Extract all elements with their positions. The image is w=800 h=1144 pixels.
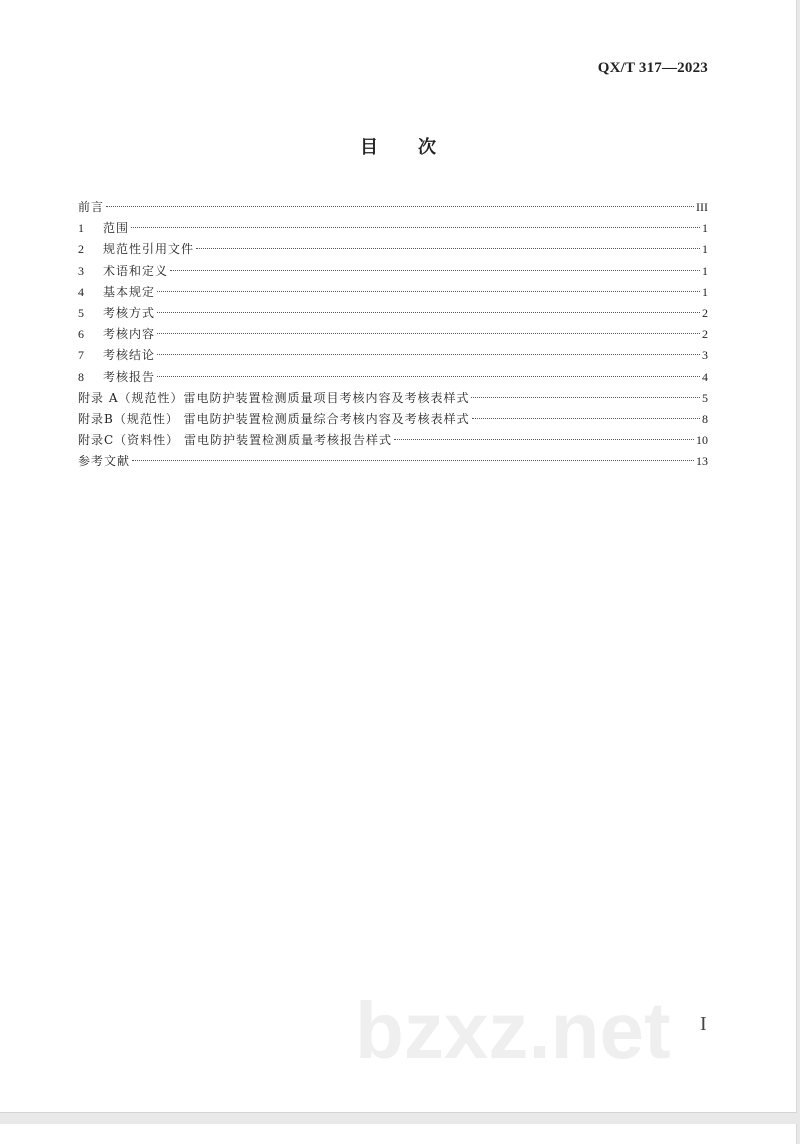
dot-leader [157, 312, 700, 313]
toc-entry[interactable] [78, 218, 708, 239]
dot-leader [132, 460, 694, 461]
toc-entry[interactable] [78, 282, 708, 303]
dot-leader [106, 206, 694, 207]
toc-entry-page: 8 [702, 411, 708, 426]
dot-leader [157, 354, 700, 355]
standard-number: QX/T 317—2023 [597, 60, 708, 76]
dot-leader [157, 291, 700, 292]
toc-entry-page: 2 [702, 327, 708, 342]
toc-entry-title: 范围 [103, 221, 130, 236]
toc-entry-number: 8 [78, 369, 84, 384]
toc-entry-number: 2 [78, 242, 84, 257]
toc-entry-page: 1 [702, 284, 708, 299]
toc-entry[interactable] [78, 324, 708, 345]
dot-leader [157, 333, 700, 334]
toc-entry-title: 前言 [78, 200, 105, 214]
toc-entry-page: III [696, 200, 708, 214]
dot-leader [196, 248, 700, 249]
dot-leader [170, 270, 700, 271]
toc-entry-number: 3 [78, 263, 84, 278]
toc-entry-page: 5 [702, 390, 708, 405]
toc-entry-page: 1 [702, 242, 708, 257]
toc-entry[interactable] [78, 430, 708, 451]
toc-entry-title: 基本规定 [103, 284, 156, 299]
dot-leader [131, 227, 700, 228]
toc-entry[interactable] [78, 345, 708, 366]
toc-entry-title: 考核方式 [103, 305, 156, 320]
toc-entry[interactable] [78, 451, 708, 472]
toc-entry-page: 2 [702, 305, 708, 320]
toc-entry-title: 规范性引用文件 [103, 242, 195, 257]
next-page-edge [0, 1124, 797, 1144]
toc-entry[interactable] [78, 367, 708, 388]
toc-entry-number: 4 [78, 284, 84, 299]
toc-entry[interactable] [78, 239, 708, 260]
toc-entry[interactable] [78, 388, 708, 409]
toc-entry[interactable] [78, 261, 708, 282]
toc-entry-page: 4 [702, 369, 708, 384]
toc-entry-title: 附录C（资料性） 雷电防护装置检测质量考核报告样式 [78, 433, 392, 448]
toc-entry-page: 10 [696, 433, 708, 448]
title-char: 目 [360, 137, 378, 158]
toc-entry-title: 附录B（规范性） 雷电防护装置检测质量综合考核内容及考核表样式 [78, 411, 470, 426]
toc-entry[interactable] [78, 409, 708, 430]
toc-entry-title: 考核结论 [103, 348, 156, 363]
dot-leader [471, 397, 700, 398]
toc-entry-title: 考核报告 [103, 369, 156, 384]
toc-entry-title: 考核内容 [103, 327, 156, 342]
toc-entry-page: 3 [702, 348, 708, 363]
toc-entry-title: 参考文献 [78, 454, 131, 469]
toc-entry-number: 1 [78, 221, 84, 236]
watermark: bzxz.net [355, 986, 671, 1075]
toc-entry[interactable] [78, 303, 708, 324]
toc-entry-page: 13 [696, 454, 708, 469]
toc-entry-number: 6 [78, 327, 84, 342]
page-title [0, 133, 796, 159]
toc-entry-number: 7 [78, 348, 84, 363]
toc-entry-page: 1 [702, 263, 708, 278]
toc-entry[interactable] [78, 197, 708, 218]
toc-entry-page: 1 [702, 221, 708, 236]
title-char: 次 [418, 137, 436, 158]
page-number: I [700, 1013, 707, 1035]
dot-leader [394, 439, 694, 440]
toc-entry-number: 5 [78, 305, 84, 320]
dot-leader [157, 376, 700, 377]
table-of-contents [78, 197, 708, 472]
toc-entry-title: 附录 A（规范性）雷电防护装置检测质量项目考核内容及考核表样式 [78, 390, 470, 405]
dot-leader [472, 418, 700, 419]
toc-entry-title: 术语和定义 [103, 263, 169, 278]
